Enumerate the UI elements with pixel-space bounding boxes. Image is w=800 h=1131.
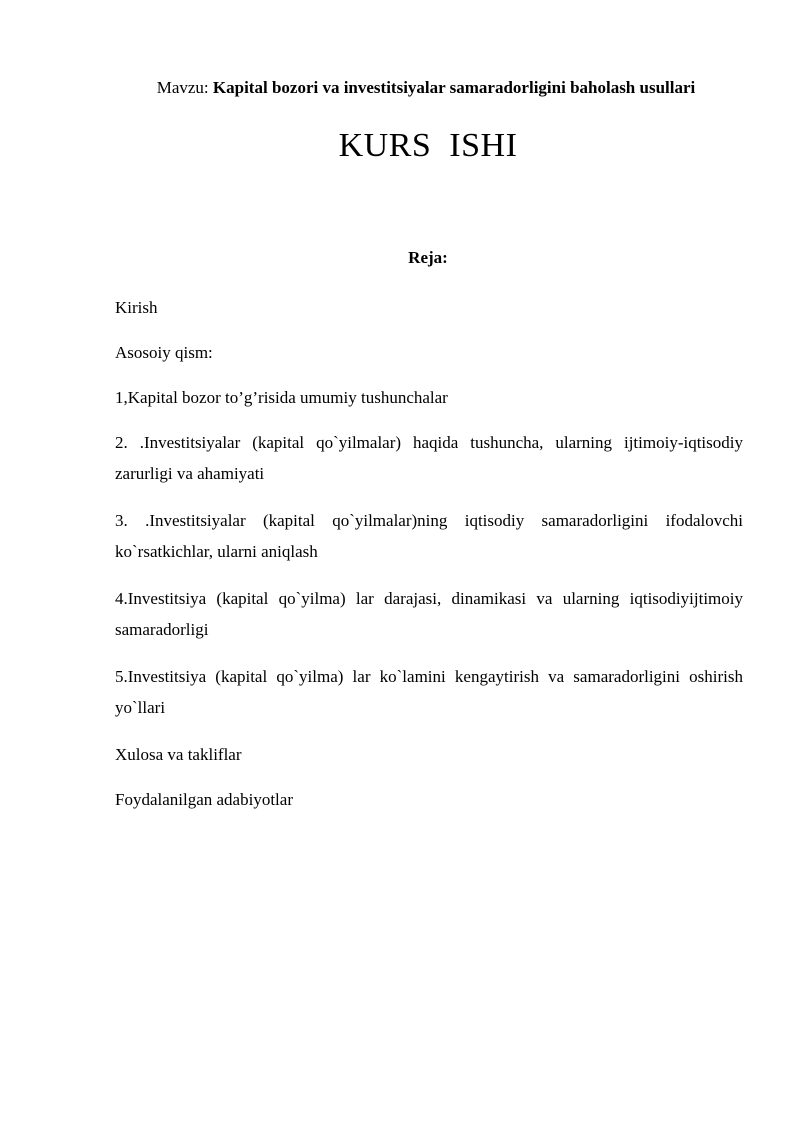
plan-item-conclusion: Xulosa va takliflar xyxy=(115,745,242,764)
plan-item-intro: Kirish xyxy=(115,298,158,317)
plan-list xyxy=(115,292,743,829)
plan-item-1: 1,Kapital bozor to’g’risida umumiy tushunchalar xyxy=(115,388,448,407)
plan-item-3: 3. .Investitsiyalar (kapital qo`yilmalar)ning iqtisodiy samaradorligini ifodalovchi ko`rsatkichlar, ularni aniqlash xyxy=(115,511,743,561)
subject-line xyxy=(0,76,800,100)
plan-heading: Reja: xyxy=(408,248,448,267)
subject-title: Kapital bozori va investitsiyalar samaradorligini baholash usullari xyxy=(212,78,696,97)
plan-item-references: Foydalanilgan adabiyotlar xyxy=(115,790,293,809)
plan-item-5: 5.Investitsiya (kapital qo`yilma) lar ko`lamini kengaytirish va samaradorligini oshirish yo`llari xyxy=(115,667,743,717)
subject-label: Mavzu: xyxy=(156,78,209,97)
plan-item-4: 4.Investitsiya (kapital qo`yilma) lar darajasi, dinamikasi va ularning iqtisodiyijtimoiy samaradorligi xyxy=(115,589,743,639)
plan-item-2: 2. .Investitsiyalar (kapital qo`yilmalar) haqida tushuncha, ularning ijtimoiy-iqtisodiy zarurligi va ahamiyati xyxy=(115,433,743,483)
document-title: KURS ISHI xyxy=(338,127,518,164)
plan-item-main-part: Asosoiy qism: xyxy=(115,343,213,362)
